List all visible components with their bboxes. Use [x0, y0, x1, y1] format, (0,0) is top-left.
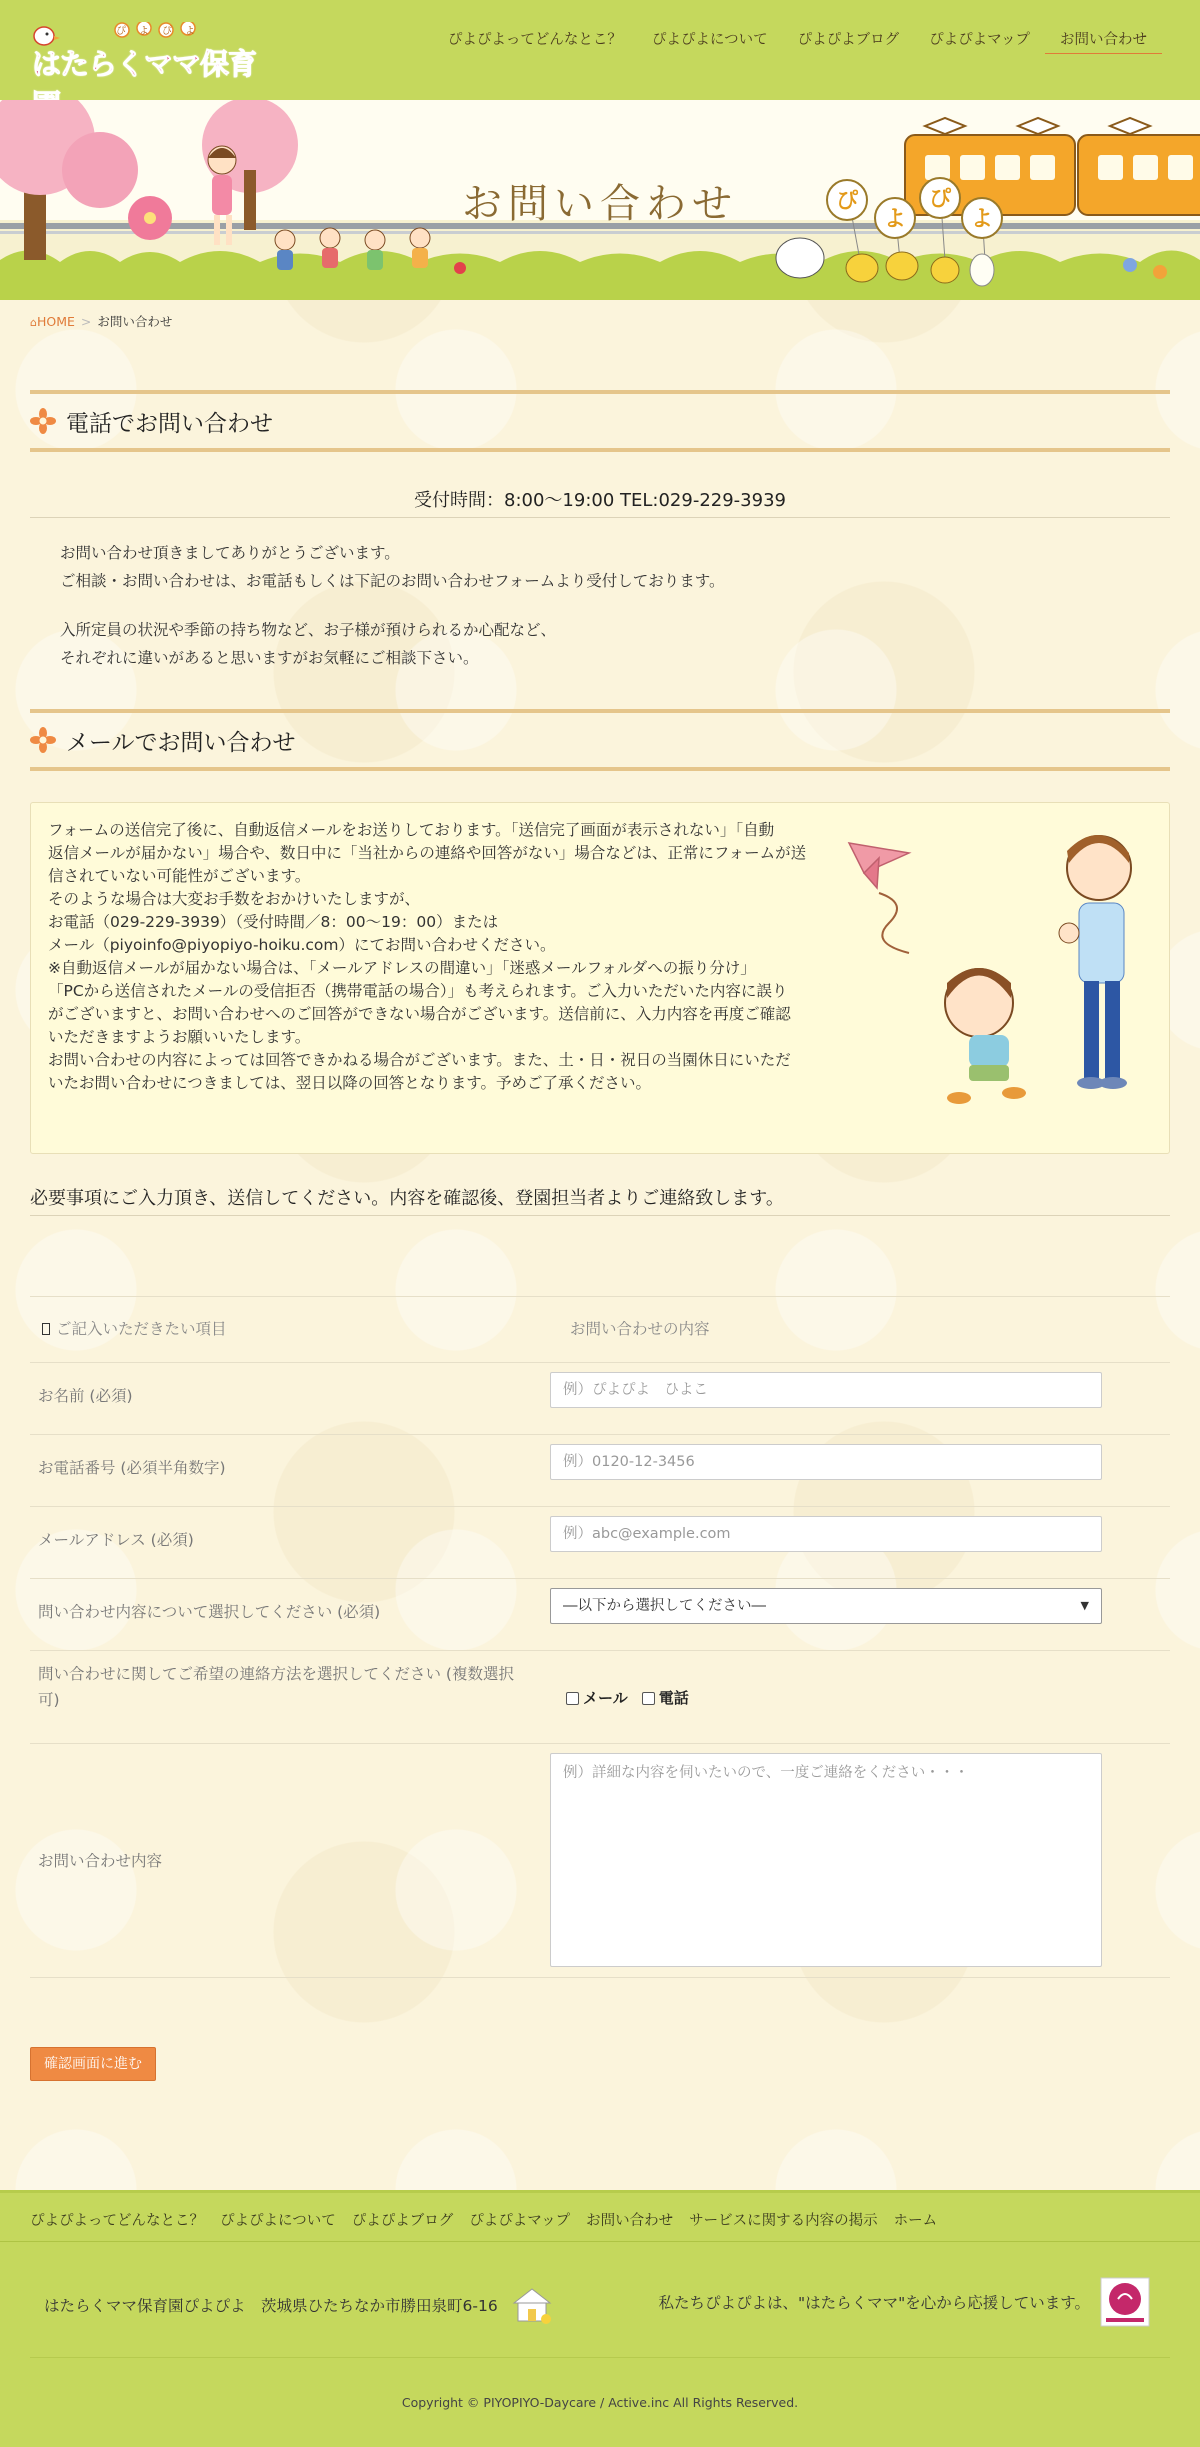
breadcrumb-separator: >	[80, 313, 92, 329]
breadcrumb-current: お問い合わせ	[97, 314, 173, 329]
phone-input[interactable]: 例）0120-12-3456	[550, 1444, 1102, 1480]
footer-link-home[interactable]: ホーム	[893, 2213, 938, 2229]
copyright: Copyright © PIYOPIYO-Daycare / Active.inc All Rights Reserved.	[401, 2395, 799, 2410]
support-badge-icon	[1100, 2277, 1150, 2327]
message-label: お問い合わせ内容	[38, 1852, 163, 1870]
nav-map[interactable]: ぴよぴよマップ	[929, 32, 1030, 48]
notice-line: メール（piyoinfo@piyopiyo-hoiku.com）にてお問い合わせください。	[48, 936, 556, 954]
breadcrumb-home-label: HOME	[36, 313, 75, 329]
footer-link-blog[interactable]: ぴよぴよブログ	[351, 2213, 454, 2229]
inquiry-type-select[interactable]	[550, 1588, 1102, 1624]
name-input[interactable]: 例）ぴよぴよ ひよこ	[550, 1372, 1102, 1408]
footer-support-block	[658, 2277, 1150, 2327]
balloon-label-2: よ	[883, 207, 907, 232]
notice-line: フォームの送信完了後に、自動返信メールをお送りしております。「送信完了画面が表示されない」「自動	[48, 821, 775, 839]
mail-notice-box	[30, 802, 1170, 1154]
balloon-label-4: よ	[970, 207, 994, 232]
phone-label: お電話番号 (必須半角数字)	[38, 1459, 226, 1477]
balloon-label-3: ぴ	[928, 187, 952, 212]
footer-link-contact[interactable]: お問い合わせ	[586, 2213, 674, 2229]
intro-paragraph-2	[60, 616, 556, 672]
contact-method-label-line: 問い合わせに関してご希望の連絡方法を選択してください (複数選択	[38, 1665, 514, 1683]
notice-line: そのような場合は大変お手数をおかけいたしますが、	[48, 890, 421, 908]
form-header-row	[30, 1296, 1170, 1362]
mail-section-title: メールでお問い合わせ	[66, 729, 296, 756]
notice-line: いたお問い合わせにつきましては、翌日以降の回答となります。予めご了承ください。	[48, 1074, 651, 1092]
form-row-message	[30, 1743, 1170, 1978]
form-row-contact-method	[30, 1650, 1170, 1743]
phone-section-heading	[30, 390, 1170, 452]
mail-notice-text	[48, 819, 868, 1095]
chevron-down-icon: ▼	[1080, 1599, 1089, 1612]
email-input[interactable]: 例）abc@example.com	[550, 1516, 1102, 1552]
footer-address-block	[44, 2285, 554, 2325]
business-hours: 受付時間：8:00〜19:00 TEL:029-229-3939	[30, 486, 1170, 518]
phone-section-title: 電話でお問い合わせ	[66, 410, 273, 437]
breadcrumb-home[interactable]	[30, 314, 75, 329]
form-header-col1	[42, 1316, 227, 1342]
balloon-label-1: ぴ	[835, 189, 859, 214]
form-row-phone	[30, 1434, 1170, 1506]
contact-method-options	[566, 1687, 689, 1708]
notice-line: お問い合わせの内容によっては回答できかねる場合がございます。また、土・日・祝日の当園休日にいただ	[48, 1051, 791, 1069]
breadcrumb	[30, 312, 172, 330]
footer-rule	[30, 2357, 1170, 2358]
logo-hiragana: ぴよぴよ	[116, 26, 208, 37]
site-logo[interactable]	[30, 22, 275, 80]
parent-child-paper-plane-illustration	[829, 813, 1159, 1143]
nav-about-place[interactable]: ぴよぴよってどんなとこ？	[447, 32, 622, 48]
footer-link-map[interactable]: ぴよぴよマップ	[469, 2213, 571, 2229]
contact-option-label: メール	[583, 1689, 628, 1707]
intro-line: それぞれに違いがあると思いますがお気軽にご相談下さい。	[60, 649, 479, 667]
intro-paragraph-1	[60, 539, 725, 595]
footer-address: はたらくママ保育園ぴよぴよ 茨城県ひたちなか市勝田泉町6-16	[44, 2297, 498, 2315]
form-row-name	[30, 1362, 1170, 1434]
notice-line: お電話（029-229-3939）（受付時間／8：00〜19：00）または	[48, 913, 499, 931]
notice-line: がございますと、お問い合わせへのご回答ができない場合がございます。送信前に、入力内容を再度ご確認	[48, 1005, 791, 1023]
footer-link-service-info[interactable]: サービスに関する内容の掲示	[689, 2213, 878, 2229]
footer-link-about-place[interactable]: ぴよぴよってどんなとこ？	[30, 2213, 204, 2229]
notice-line: 信されていない可能性がございます。	[48, 867, 311, 885]
contact-method-label-line: 可)	[38, 1691, 60, 1709]
logo-text: はたらくママ保育	[32, 47, 257, 81]
notice-line: ※自動返信メールが届かない場合は、「メールアドレスの間違い」「迷惑メールフォルダへの振り分け」	[48, 959, 756, 977]
flower-icon	[30, 408, 56, 434]
confirm-button[interactable]: 確認画面に進む	[30, 2047, 156, 2081]
mail-section-heading	[30, 709, 1170, 771]
nav-blog[interactable]: ぴよぴよブログ	[797, 32, 900, 48]
intro-line: お問い合わせ頂きましてありがとうございます。	[60, 544, 400, 562]
inquiry-type-selected: ―以下から選択してください―	[563, 1598, 766, 1614]
home-icon: ⌂	[30, 315, 37, 329]
form-row-email	[30, 1506, 1170, 1578]
message-textarea[interactable]: 例）詳細な内容を伺いたいので、一度ご連絡をください・・・	[550, 1753, 1102, 1967]
notice-line: 返信メールが届かない」場合や、数日中に「当社からの連絡や回答がない」場合などは、正常にフォームが送	[48, 844, 807, 862]
notice-line: いただきますようお願いいたします。	[48, 1028, 311, 1046]
site-header	[0, 0, 1200, 100]
contact-method-label	[38, 1661, 514, 1713]
document-icon	[42, 1323, 50, 1335]
nav-contact[interactable]: お問い合わせ	[1045, 28, 1162, 54]
intro-line: 入所定員の状況や季節の持ち物など、お子様が預けられるか心配など、	[60, 621, 557, 639]
footer-divider	[0, 2241, 1200, 2242]
checkbox-icon	[642, 1692, 655, 1705]
main-nav	[433, 28, 1162, 54]
footer-support-text: 私たちぴよぴよは、"はたらくママ"を心から応援しています。	[658, 2294, 1090, 2312]
site-footer	[0, 2190, 1200, 2447]
hero-banner	[0, 100, 1200, 300]
flower-icon	[30, 727, 56, 753]
contact-option-label: 電話	[658, 1689, 689, 1707]
form-instruction: 必要事項にご入力頂き、送信してください。内容を確認後、登園担当者よりご連絡致します。	[30, 1184, 1170, 1216]
notice-line: 「PCから送信されたメールの受信拒否（携帯電話の場合）」も考えられます。ご入力いただいた内容に誤り	[48, 982, 788, 1000]
footer-link-about[interactable]: ぴよぴよについて	[220, 2213, 336, 2229]
contact-form	[30, 1296, 1170, 1978]
checkbox-icon	[566, 1692, 579, 1705]
contact-method-mail-checkbox[interactable]	[566, 1687, 628, 1708]
footer-nav	[30, 2209, 937, 2230]
inquiry-type-label: 問い合わせ内容について選択してください (必須)	[38, 1603, 381, 1621]
email-label: メールアドレス (必須)	[38, 1531, 194, 1549]
form-header-col1-label: ご記入いただきたい項目	[56, 1320, 227, 1338]
contact-method-phone-checkbox[interactable]	[642, 1687, 689, 1708]
page-title: お問い合わせ	[462, 181, 738, 227]
nav-about[interactable]: ぴよぴよについて	[651, 32, 768, 48]
name-label: お名前 (必須)	[38, 1387, 133, 1405]
form-header-col2: お問い合わせの内容	[570, 1320, 710, 1338]
form-row-inquiry-type	[30, 1578, 1170, 1650]
daycare-house-icon	[510, 2285, 554, 2325]
intro-line: ご相談・お問い合わせは、お電話もしくは下記のお問い合わせフォームより受付しております。	[60, 572, 725, 590]
